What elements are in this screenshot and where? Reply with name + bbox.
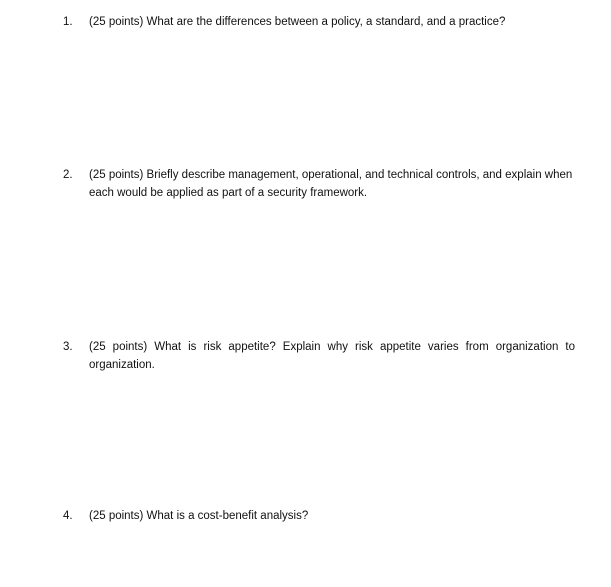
question-3 [63,338,575,374]
question-number: 1. [63,16,73,28]
question-text: (25 points) What are the differences between a policy, a standard, and a practice? [89,16,506,28]
question-number: 2. [63,169,73,181]
question-1 [63,13,575,31]
question-4 [63,507,575,525]
question-2 [63,166,575,202]
question-text: (25 points) What is risk appetite? Explain why risk appetite varies from organization to organization. [89,341,575,371]
question-number: 4. [63,510,73,522]
question-text: (25 points) What is a cost-benefit analysis? [89,510,309,522]
question-number: 3. [63,341,73,353]
question-text: (25 points) Briefly describe management, operational, and technical controls, and explain when each would be applied as part of a security framework. [89,169,573,199]
